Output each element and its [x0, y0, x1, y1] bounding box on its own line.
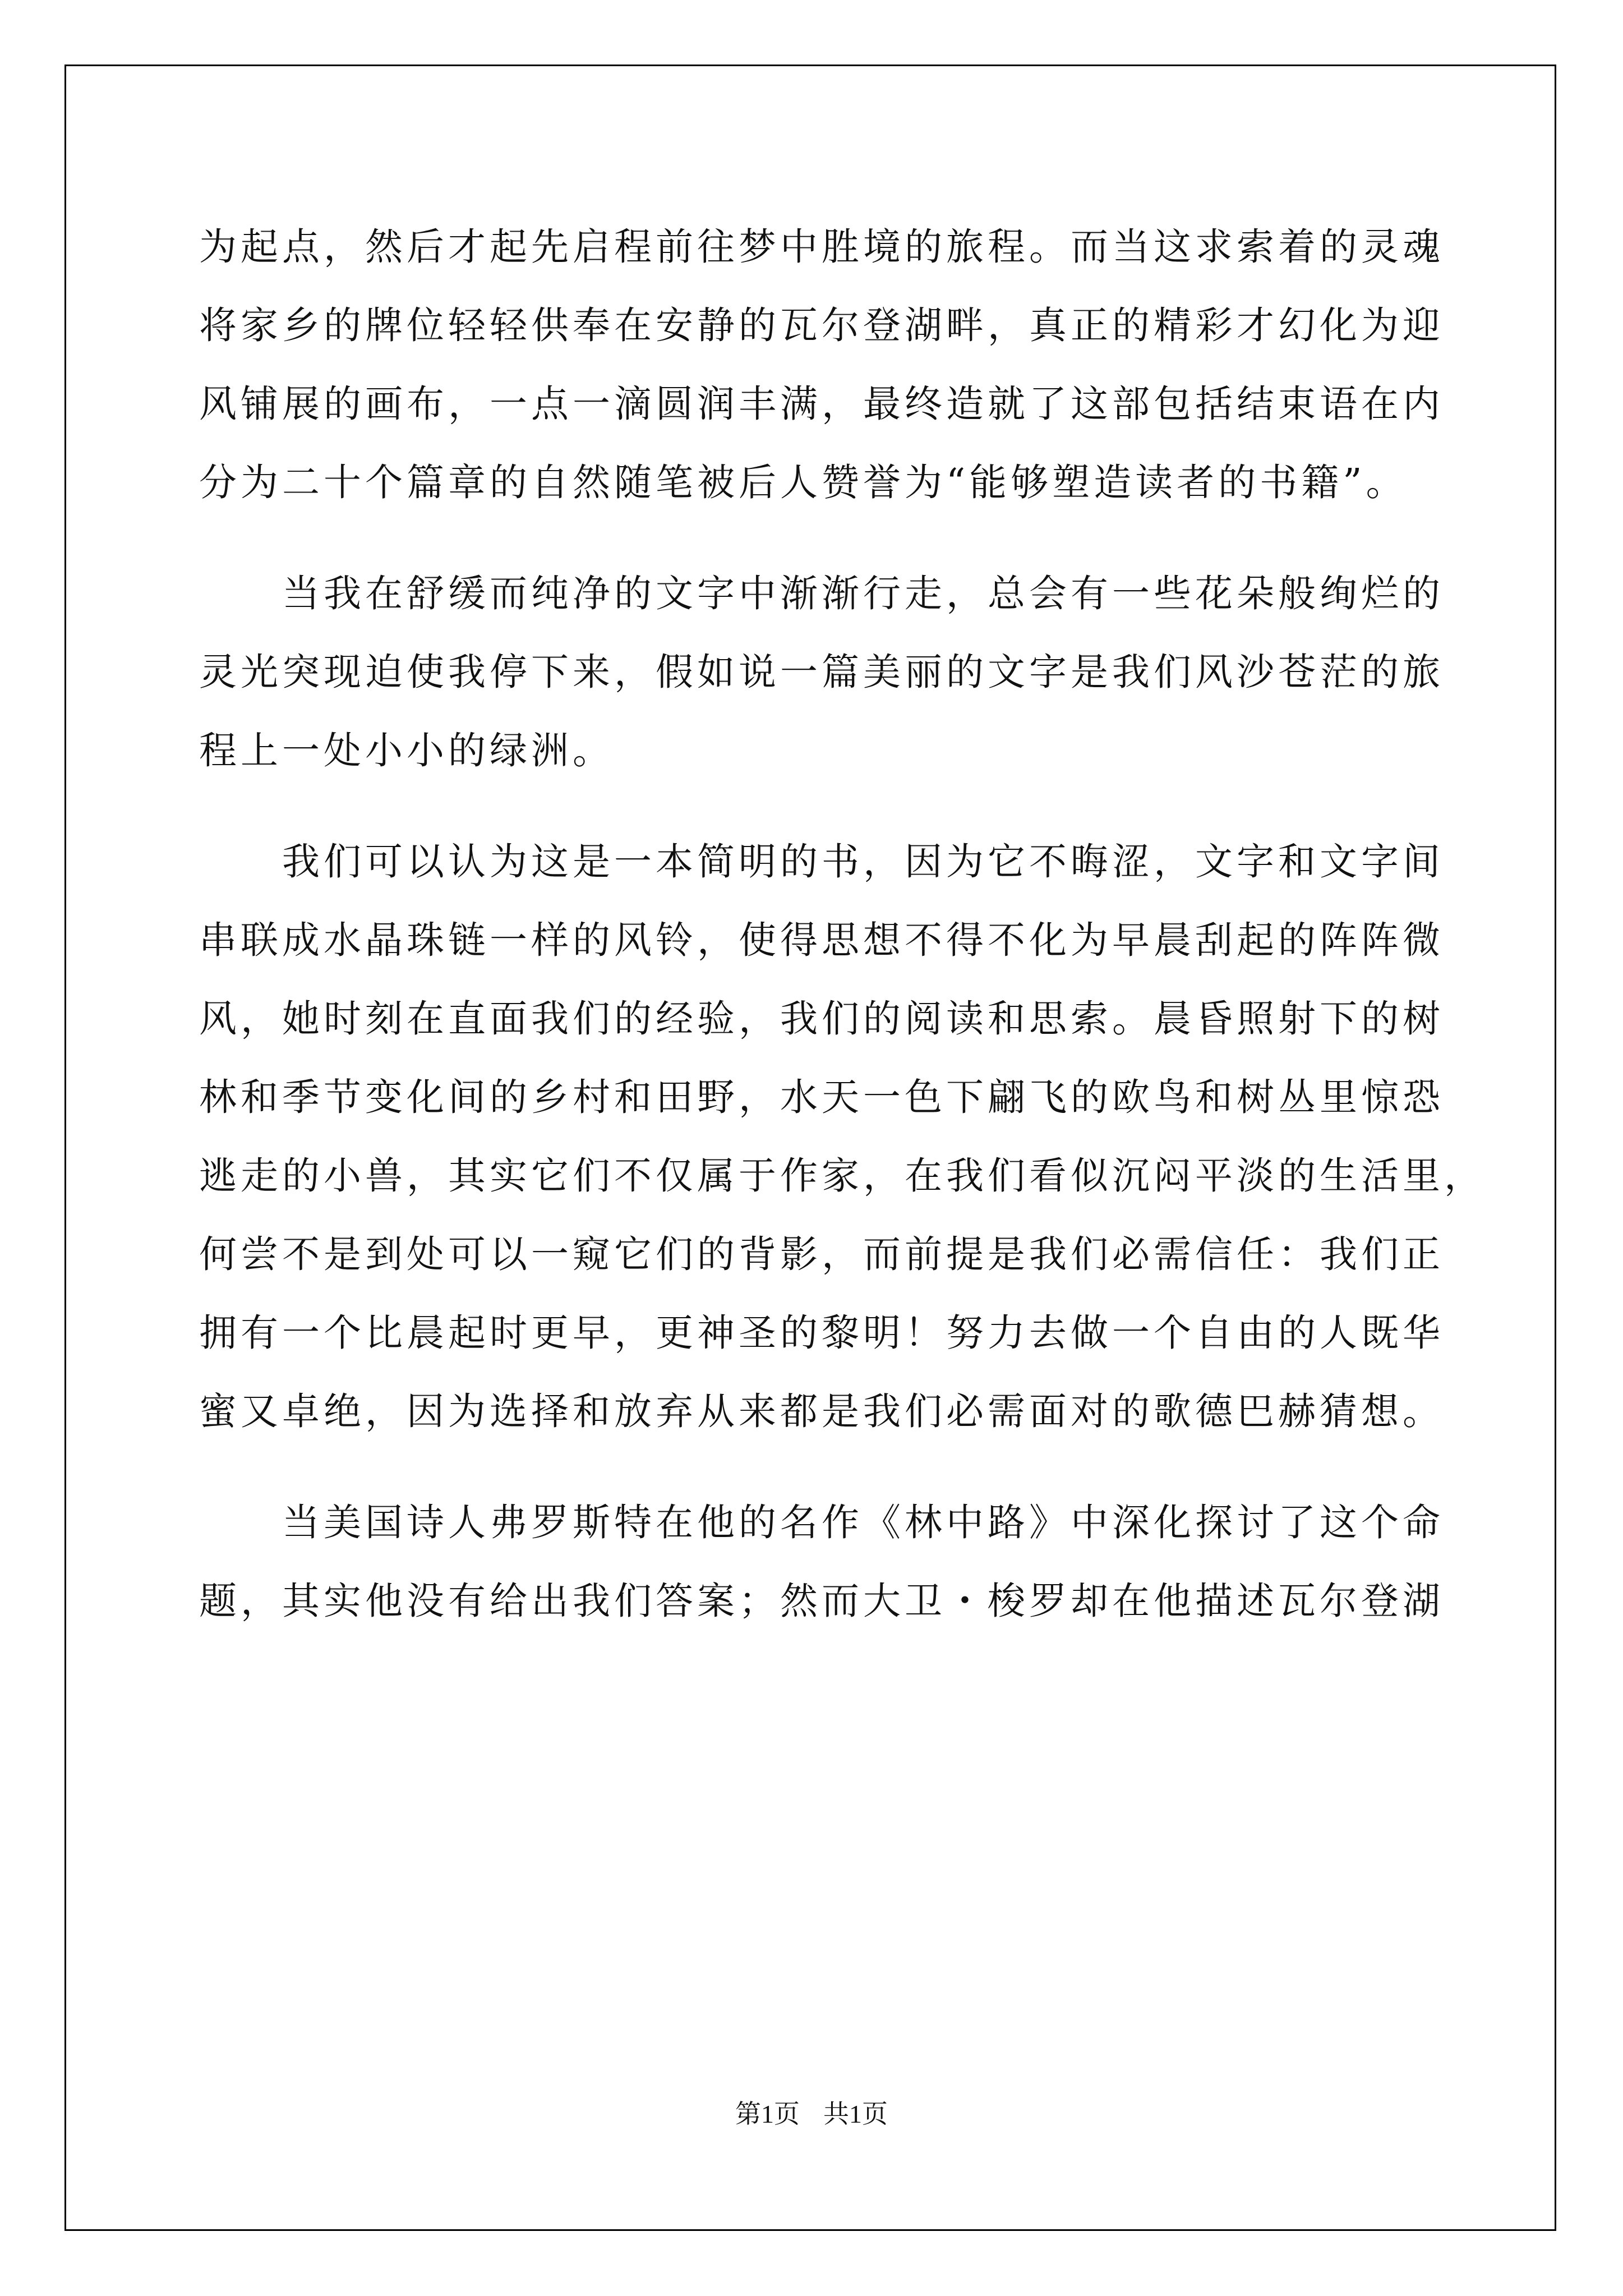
text-line: 当美国诗人弗罗斯特在他的名作《林中路》中深化探讨了这个命 — [282, 1501, 1444, 1544]
text-line: 何尝不是到处可以一窥它们的背影，而前提是我们必需信任：我们正 — [199, 1232, 1444, 1276]
text-line: 分为二十个篇章的自然随笔被后人赞誉为“能够塑造读者的书籍”。 — [199, 461, 1408, 504]
text-line: 程上一处小小的绿洲。 — [199, 729, 614, 772]
text-line: 我们可以认为这是一本简明的书，因为它不晦涩，文字和文字间 — [282, 840, 1444, 884]
text-line: 林和季节变化间的乡村和田野，水天一色下翩飞的欧鸟和树丛里惊恐 — [199, 1075, 1444, 1119]
paragraph-gap — [199, 1451, 1438, 1483]
page-number-total: 共1页 — [823, 2100, 888, 2128]
text-line: 串联成水晶珠链一样的风铃，使得思想不得不化为早晨刮起的阵阵微 — [199, 918, 1444, 962]
text-line: 拥有一个比晨起时更早，更神圣的黎明！努力去做一个自由的人既华 — [199, 1311, 1444, 1355]
document-body — [199, 208, 1486, 1640]
text-line: 为起点，然后才起先启程前往梦中胜境的旅程。而当这求索着的灵魂 — [199, 225, 1444, 269]
page-number-current: 第1页 — [735, 2100, 800, 2128]
text-line: 逃走的小兽，其实它们不仅属于作家，在我们看似沉闷平淡的生活里， — [199, 1154, 1486, 1198]
text-line: 风，她时刻在直面我们的经验，我们的阅读和思索。晨昏照射下的树 — [199, 997, 1444, 1041]
paragraph-gap — [199, 790, 1438, 822]
text-line: 灵光突现迫使我停下来，假如说一篇美丽的文字是我们风沙苍茫的旅 — [199, 650, 1444, 694]
text-line: 当我在舒缓而纯净的文字中渐渐行走，总会有一些花朵般绚烂的 — [282, 572, 1444, 615]
text-line: 风铺展的画布，一点一滴圆润丰满，最终造就了这部包括结束语在内 — [199, 382, 1444, 426]
text-line: 蜜又卓绝，因为选择和放弃从来都是我们必需面对的歌德巴赫猜想。 — [199, 1389, 1444, 1433]
paragraph-gap — [199, 522, 1438, 554]
page-footer — [0, 2093, 1623, 2131]
text-line: 将家乡的牌位轻轻供奉在安静的瓦尔登湖畔，真正的精彩才幻化为迎 — [199, 303, 1444, 347]
text-line: 题，其实他没有给出我们答案；然而大卫・梭罗却在他描述瓦尔登湖 — [199, 1579, 1444, 1623]
